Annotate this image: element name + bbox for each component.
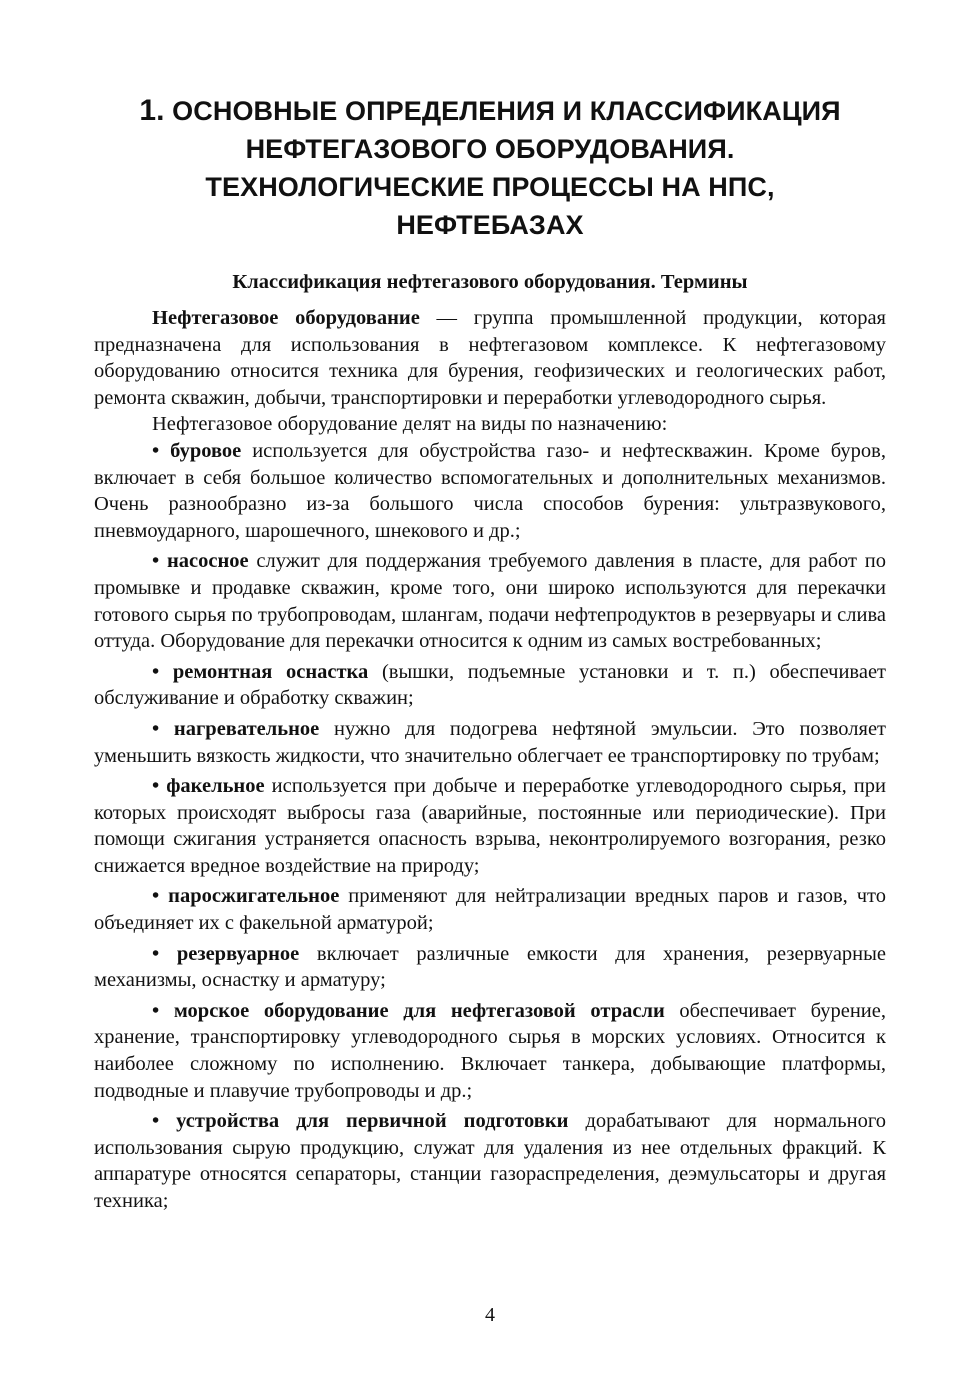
bullet-icon: • bbox=[152, 439, 160, 462]
list-item bbox=[94, 883, 886, 936]
list-item bbox=[94, 716, 886, 769]
page-number: 4 bbox=[485, 1304, 495, 1326]
list-item bbox=[94, 1108, 886, 1214]
lead-paragraph: Нефтегазовое оборудование делят на виды по назначению: bbox=[152, 413, 668, 436]
equipment-list bbox=[94, 438, 886, 1215]
bullet-icon: • bbox=[152, 942, 160, 965]
list-item bbox=[94, 941, 886, 994]
bullet-icon: • bbox=[152, 660, 160, 683]
item-term: факельное bbox=[166, 775, 265, 798]
item-text: служит для поддержания требуемого давления в пласте, для работ по промывке и продавке скважин, кроме того, они широко используются для перекачки готового сырья по трубопроводам, шлангам, подачи нефтепродуктов в резервуары и слива оттуда. Оборудование для перекачки относится к одним из самых востребованных; bbox=[94, 550, 886, 653]
item-text: нужно для подогрева нефтяной эмульсии. Это позволяет уменьшить вязкость жидкости, что значительно облегчает ее транспортировку по трубам; bbox=[94, 717, 887, 767]
item-term: буровое bbox=[170, 439, 242, 462]
bullet-icon: • bbox=[152, 885, 160, 908]
item-term: нагревательное bbox=[173, 717, 320, 740]
bullet-icon: • bbox=[152, 717, 160, 740]
item-term: резервуарное bbox=[176, 942, 300, 965]
section-title: Классификация нефтегазового оборудования. Термины bbox=[232, 271, 748, 293]
bullet-icon: • bbox=[152, 550, 160, 573]
item-term: паросжигательное bbox=[168, 885, 340, 908]
item-text: используется для обустройства газо- и нефтескважин. Кроме буров, включает в себя большое количество вспомогательных и дополнительных механизмов. Очень разнообразно из-за большого числа способов бурения: ультразвукового, пневмоударного, шарошечного, шнекового и др.; bbox=[94, 439, 886, 542]
list-item bbox=[94, 773, 886, 879]
list-item bbox=[94, 438, 886, 544]
item-text: дорабатывают для нормального использования сырую продукцию, служат для удаления из нее отдельных фракций. К аппаратуре относятся сепараторы, станции газораспределения, деэмульсаторы и другая техника; bbox=[94, 1110, 886, 1212]
chapter-number: 1. bbox=[139, 94, 165, 127]
list-item bbox=[94, 548, 886, 654]
item-text: используется при добыче и переработке углеводородного сырья, при которых происходят выбросы газа (аварийные, постоянные или периодические). При помощи сжигания устраняется опасность взрыва, неконтролируемого возгорания, резко снижается вредное воздействие на природу; bbox=[94, 775, 886, 877]
list-item bbox=[94, 998, 886, 1104]
intro-paragraph bbox=[94, 305, 886, 411]
intro-term: Нефтегазовое оборудование bbox=[152, 307, 420, 329]
intro-definition: — группа промышленной продукции, которая предназначена для использования в нефтегазовом комплексе. К нефтегазовому оборудованию относится техника для бурения, геофизических и геологических работ, ремонта скважин, добычи, транспортировки и переработки углеводородного сырья. bbox=[94, 307, 886, 409]
item-term: насосное bbox=[166, 550, 249, 573]
item-term: морское оборудование для нефтегазовой отрасли bbox=[173, 999, 665, 1022]
item-term: устройства для первичной подготовки bbox=[176, 1110, 569, 1133]
bullet-icon: • bbox=[152, 775, 160, 798]
item-text: обеспечивает бурение, хранение, транспортировку углеводородного сырья в морских условиях. Относится к наиболее сложному по исполнению. Включает танкера, добывающие платформы, подводные и плавучие трубопроводы и др.; bbox=[94, 999, 887, 1102]
item-text: применяют для нейтрализации вредных паров и газов, что объединяет их с факельной арматурой; bbox=[94, 885, 886, 935]
bullet-icon: • bbox=[152, 1110, 160, 1133]
list-item bbox=[94, 659, 886, 712]
chapter-title-text: ОСНОВНЫЕ ОПРЕДЕЛЕНИЯ И КЛАССИФИКАЦИЯ НЕФТЕГАЗОВОГО ОБОРУДОВАНИЯ. ТЕХНОЛОГИЧЕСКИЕ ПРОЦЕССЫ НА НПС, НЕФТЕБАЗАХ bbox=[172, 96, 841, 240]
item-text: (вышки, подъемные установки и т. п.) обеспечивает обслуживание и обработку скважин; bbox=[94, 660, 886, 710]
item-term: ремонтная оснастка bbox=[172, 660, 369, 683]
item-text: включает различные емкости для хранения, резервуарные механизмы, оснастку и арматуру; bbox=[94, 942, 887, 992]
chapter-title bbox=[94, 92, 886, 244]
bullet-icon: • bbox=[152, 999, 160, 1022]
page-content bbox=[94, 92, 886, 1219]
